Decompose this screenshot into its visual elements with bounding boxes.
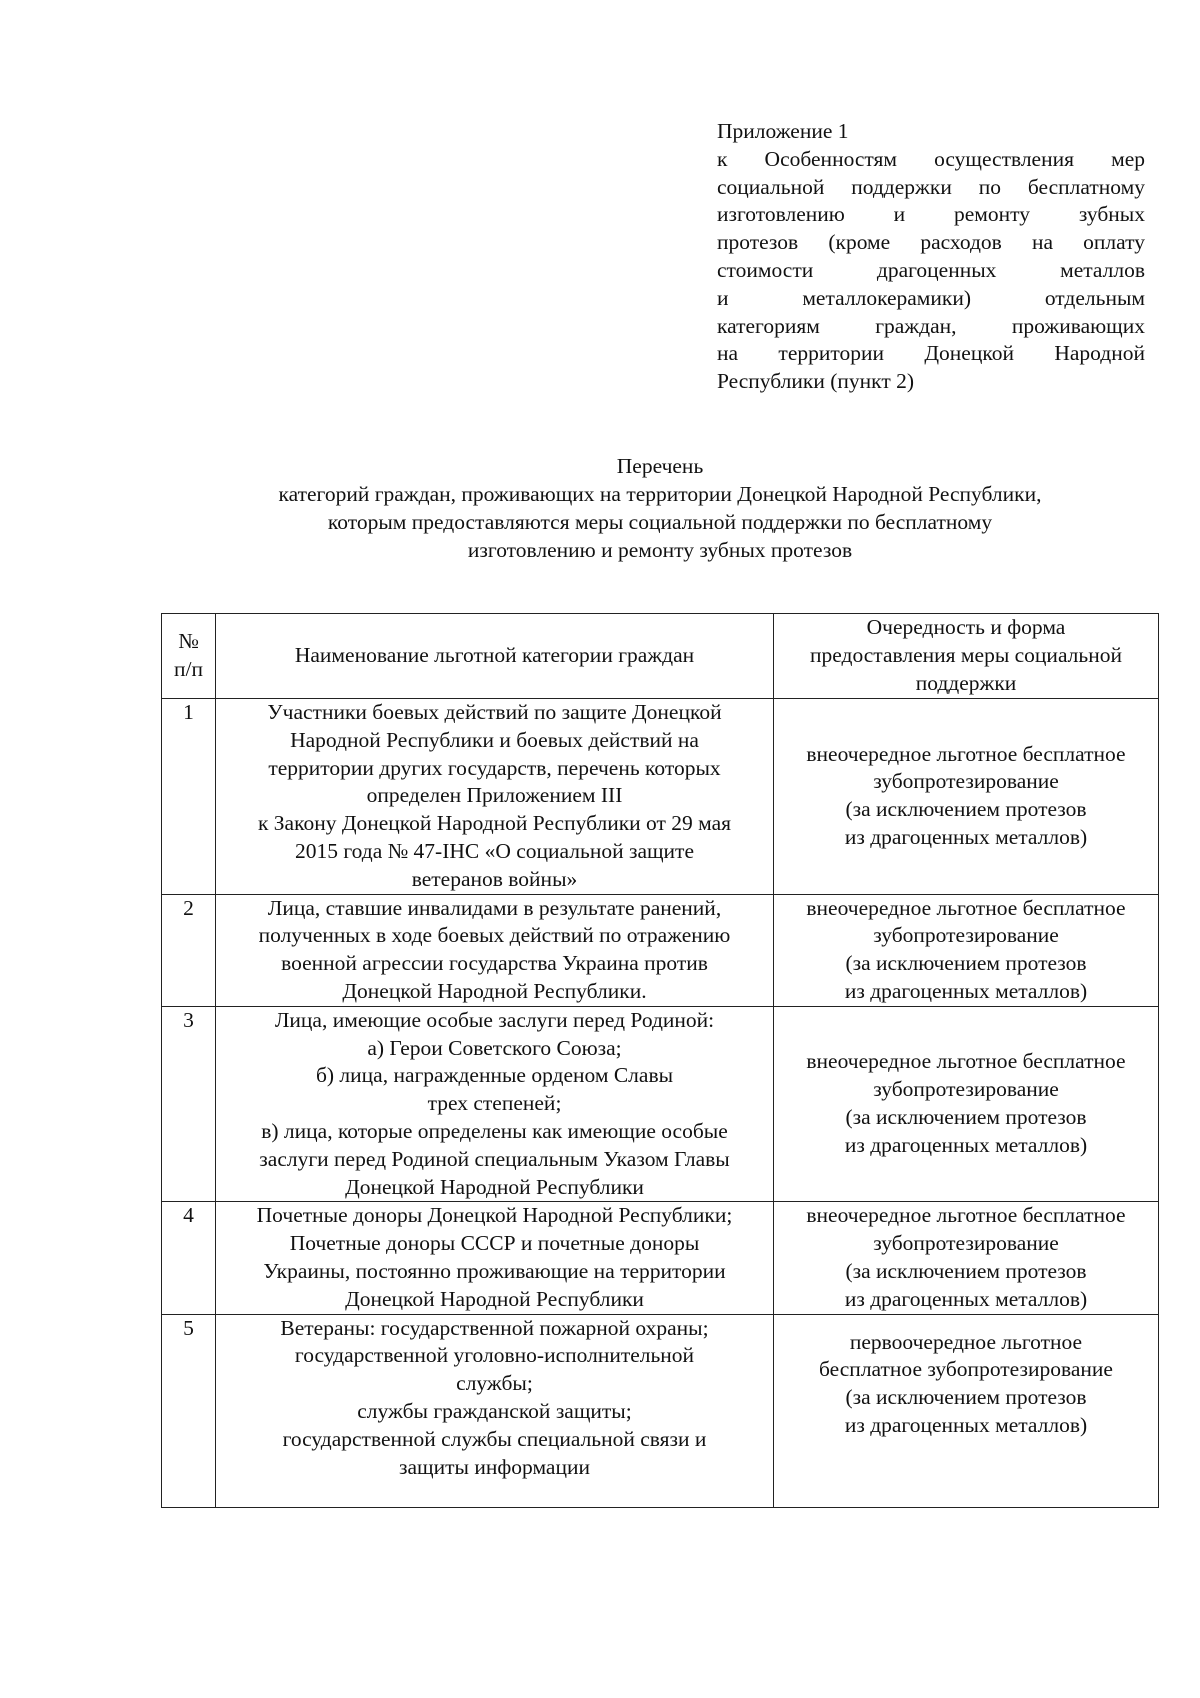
category-line: заслуги перед Родиной специальным Указом Главы (259, 1146, 730, 1171)
category-line: трех степеней; (427, 1091, 562, 1116)
row-category (216, 1006, 774, 1202)
category-line: Ветераны: государственной пожарной охраны; (280, 1315, 709, 1340)
appendix-line: на территории Донецкой Народной (717, 341, 1145, 366)
category-line: государственной службы специальной связи и (282, 1426, 707, 1451)
row-order (774, 1314, 1159, 1508)
order-line: (за исключением протезов (845, 951, 1087, 976)
row-category (216, 1314, 774, 1508)
category-line: в) лица, которые определены как имеющие особые (261, 1118, 728, 1143)
order-line: из драгоценных металлов) (844, 825, 1088, 850)
header-number-line: № (178, 629, 199, 654)
category-line: защиты информации (399, 1454, 590, 1479)
order-line: внеочередное льготное бесплатное (806, 895, 1126, 920)
appendix-line: к Особенностям осуществления мер (717, 146, 1145, 171)
order-line: (за исключением протезов (845, 1258, 1087, 1283)
order-line: зубопротезирование (873, 1077, 1059, 1102)
order-line: (за исключением протезов (845, 1385, 1087, 1410)
category-line: территории других государств, перечень которых (268, 755, 721, 780)
row-number: 1 (162, 699, 216, 895)
category-line: Лица, ставшие инвалидами в результате ранений, (267, 895, 722, 920)
row-order (774, 894, 1159, 1006)
category-line: Народной Республики и боевых действий на (290, 727, 699, 752)
header-order-line: предоставления меры социальной (810, 643, 1122, 668)
order-line: зубопротезирование (873, 769, 1059, 794)
row-order (774, 1006, 1159, 1202)
category-line: государственной уголовно-исполнительной (294, 1343, 695, 1368)
row-category (216, 1202, 774, 1314)
appendix-line: Республики (пункт 2) (717, 369, 914, 394)
order-line: внеочередное льготное бесплатное (806, 1049, 1126, 1074)
row-category (216, 894, 774, 1006)
category-line: Участники боевых действий по защите Донецкой (267, 700, 722, 724)
row-number: 4 (162, 1202, 216, 1314)
table-row (162, 1314, 1159, 1508)
order-line: внеочередное льготное бесплатное (806, 741, 1126, 766)
appendix-line: и металлокерамики) отдельным (717, 285, 1145, 310)
category-line: военной агрессии государства Украина против (281, 951, 708, 976)
category-line: Донецкой Народной Республики (345, 1286, 644, 1311)
order-line: из драгоценных металлов) (844, 1412, 1088, 1437)
order-line: зубопротезирование (873, 1231, 1059, 1256)
category-line: Почетные доноры СССР и почетные доноры (289, 1231, 700, 1256)
header-category: Наименование льготной категории граждан (216, 614, 774, 699)
appendix-line: социальной поддержки по бесплатному (717, 174, 1145, 199)
category-line: б) лица, награжденные орденом Славы (315, 1063, 674, 1088)
order-line: внеочередное льготное бесплатное (806, 1203, 1126, 1228)
appendix-line: Приложение 1 (717, 119, 849, 143)
order-line: зубопротезирование (873, 923, 1059, 948)
order-line: бесплатное зубопротезирование (819, 1357, 1113, 1382)
table-header-row (162, 614, 1159, 699)
table-row (162, 699, 1159, 895)
row-number: 3 (162, 1006, 216, 1202)
category-line: Донецкой Народной Республики. (342, 978, 647, 1003)
row-number: 5 (162, 1314, 216, 1508)
appendix-line: стоимости драгоценных металлов (717, 257, 1145, 282)
heading-line: изготовлению и ремонту зубных протезов (467, 538, 853, 562)
heading-title: Перечень (616, 454, 704, 478)
category-line: службы; (456, 1371, 533, 1396)
category-line: 2015 года № 47-IНС «О социальной защите (295, 838, 694, 863)
category-line: ветеранов войны» (411, 866, 578, 891)
header-number-line: п/п (174, 657, 203, 681)
category-line: Лица, имеющие особые заслуги перед Родиной: (274, 1007, 715, 1032)
category-line: Украины, постоянно проживающие на территории (263, 1258, 726, 1283)
category-line: Донецкой Народной Республики (345, 1174, 644, 1199)
heading-line: которым предоставляются меры социальной поддержки по бесплатному (327, 510, 993, 534)
table-row (162, 1202, 1159, 1314)
row-order (774, 1202, 1159, 1314)
appendix-line: протезов (кроме расходов на оплату (717, 230, 1145, 255)
header-number (162, 614, 216, 699)
category-line: к Закону Донецкой Народной Республики от 29 мая (257, 811, 732, 836)
category-line: Почетные доноры Донецкой Народной Республики; (256, 1203, 733, 1228)
order-line: (за исключением протезов (845, 797, 1087, 822)
appendix-line: изготовлению и ремонту зубных (717, 202, 1145, 227)
category-line: полученных в ходе боевых действий по отражению (258, 923, 731, 948)
document-heading (150, 452, 1170, 564)
order-line: (за исключением протезов (845, 1105, 1087, 1130)
category-line: а) Герои Советского Союза; (367, 1035, 622, 1060)
header-order-line: Очередность и форма (866, 615, 1066, 640)
table-row (162, 1006, 1159, 1202)
heading-line: категорий граждан, проживающих на территории Донецкой Народной Республики, (278, 482, 1042, 506)
appendix-note (717, 118, 1145, 396)
row-order (774, 699, 1159, 895)
order-line: первоочередное льготное (849, 1329, 1083, 1354)
categories-table (161, 613, 1159, 1508)
header-order (774, 614, 1159, 699)
order-line: из драгоценных металлов) (844, 1286, 1088, 1311)
row-category (216, 699, 774, 895)
row-number: 2 (162, 894, 216, 1006)
table-row (162, 894, 1159, 1006)
order-line: из драгоценных металлов) (844, 1132, 1088, 1157)
category-line: службы гражданской защиты; (357, 1398, 632, 1423)
category-line: определен Приложением III (366, 783, 623, 808)
order-line: из драгоценных металлов) (844, 978, 1088, 1003)
header-order-line: поддержки (915, 670, 1017, 695)
appendix-line: категориям граждан, проживающих (717, 313, 1145, 338)
